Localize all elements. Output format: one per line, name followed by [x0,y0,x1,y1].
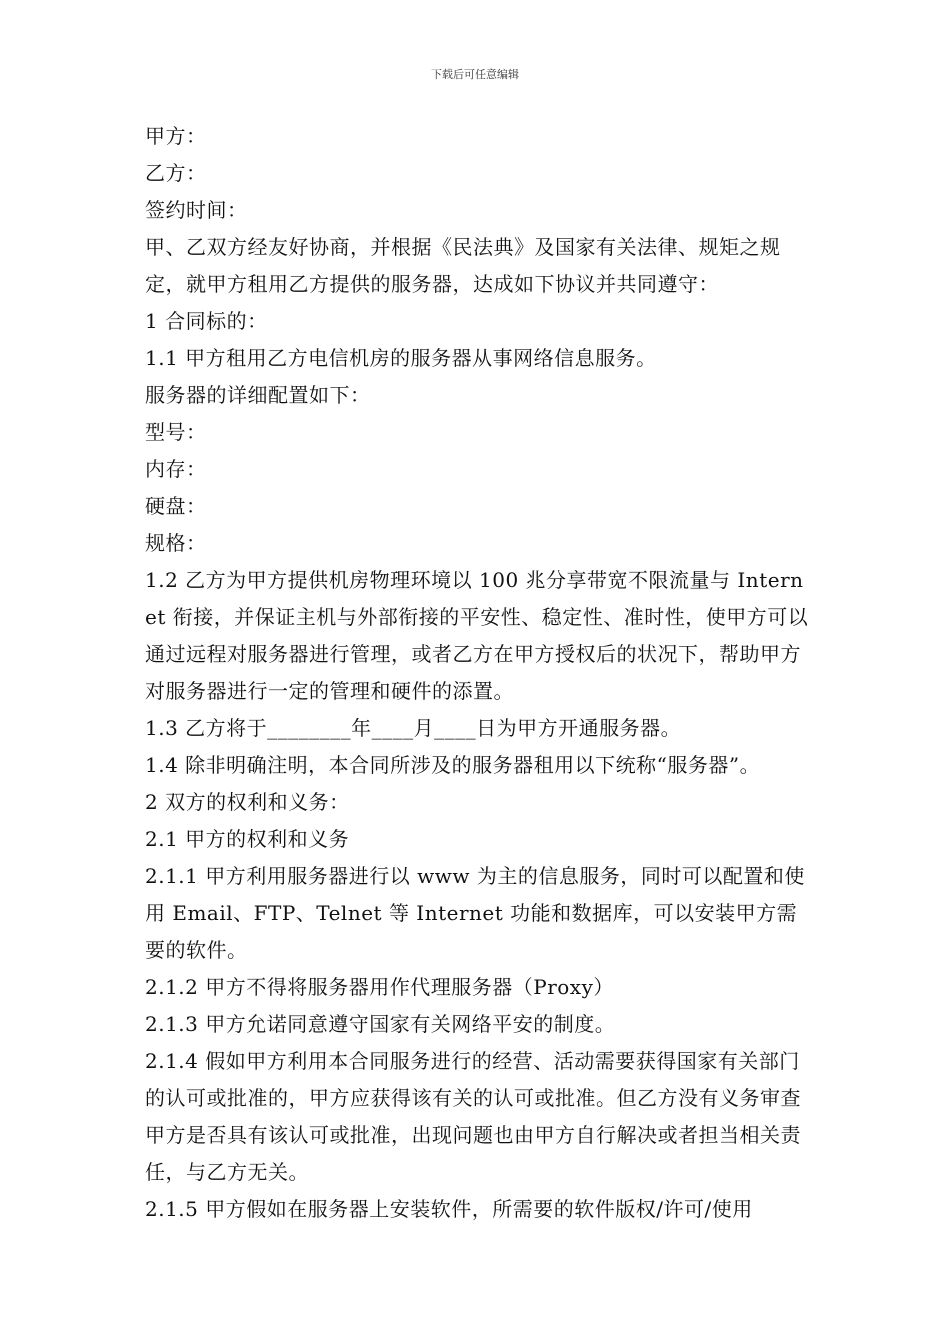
paragraph-party-a: 甲方： [145,124,207,148]
page-header: 下载后可任意编辑 [431,68,519,81]
paragraph-party-b: 乙方： [145,161,207,185]
field-memory: 内存： [145,457,207,481]
paragraph-config-intro: 服务器的详细配置如下： [145,383,371,407]
paragraph-1-4: 1.4 除非明确注明，本合同所涉及的服务器租用以下统称“服务器”。 [145,753,761,777]
paragraph-1-1: 1.1 甲方租用乙方电信机房的服务器从事网络信息服务。 [145,346,657,370]
field-model: 型号： [145,420,207,444]
field-disk: 硬盘： [145,494,207,518]
paragraph-preamble: 甲、乙双方经友好协商，并根据《民法典》及国家有关法律、规矩之规定，就甲方租用乙方提供的服务器，达成如下协议并共同遵守： [145,235,781,296]
field-spec: 规格： [145,531,207,555]
document-body [145,118,815,1228]
paragraph-2-1-2: 2.1.2 甲方不得将服务器用作代理服务器（Proxy） [145,975,614,999]
paragraph-2-1-5: 2.1.5 甲方假如在服务器上安装软件，所需要的软件版权/许可/使用 [145,1197,753,1221]
paragraph-2-1: 2.1 甲方的权利和义务 [145,827,350,851]
paragraph-2-1-1: 2.1.1 甲方利用服务器进行以 www 为主的信息服务，同时可以配置和使用 Email、FTP、Telnet 等 Internet 功能和数据库，可以安装甲方需要的软件。 [145,864,805,962]
paragraph-2-1-4: 2.1.4 假如甲方利用本合同服务进行的经营、活动需要获得国家有关部门的认可或批准的，甲方应获得该有关的认可或批准。但乙方没有义务审查甲方是否具有该认可或批准，出现问题也由甲方自行解决或者担当相关责任，与乙方无关。 [145,1049,801,1184]
section-heading-2: 2 双方的权利和义务： [145,790,350,814]
paragraph-2-1-3: 2.1.3 甲方允诺同意遵守国家有关网络平安的制度。 [145,1012,616,1036]
paragraph-1-2: 1.2 乙方为甲方提供机房物理环境以 100 兆分享带宽不限流量与 Internet 衔接，并保证主机与外部衔接的平安性、稳定性、准时性，使甲方可以通过远程对服务器进行管理，或者乙方在甲方授权后的状况下，帮助甲方对服务器进行一定的管理和硬件的添置。 [145,568,809,703]
paragraph-signing-date: 签约时间： [145,198,248,222]
paragraph-1-3: 1.3 乙方将于________年____月____日为甲方开通服务器。 [145,716,682,740]
section-heading-1: 1 合同标的： [145,309,268,333]
